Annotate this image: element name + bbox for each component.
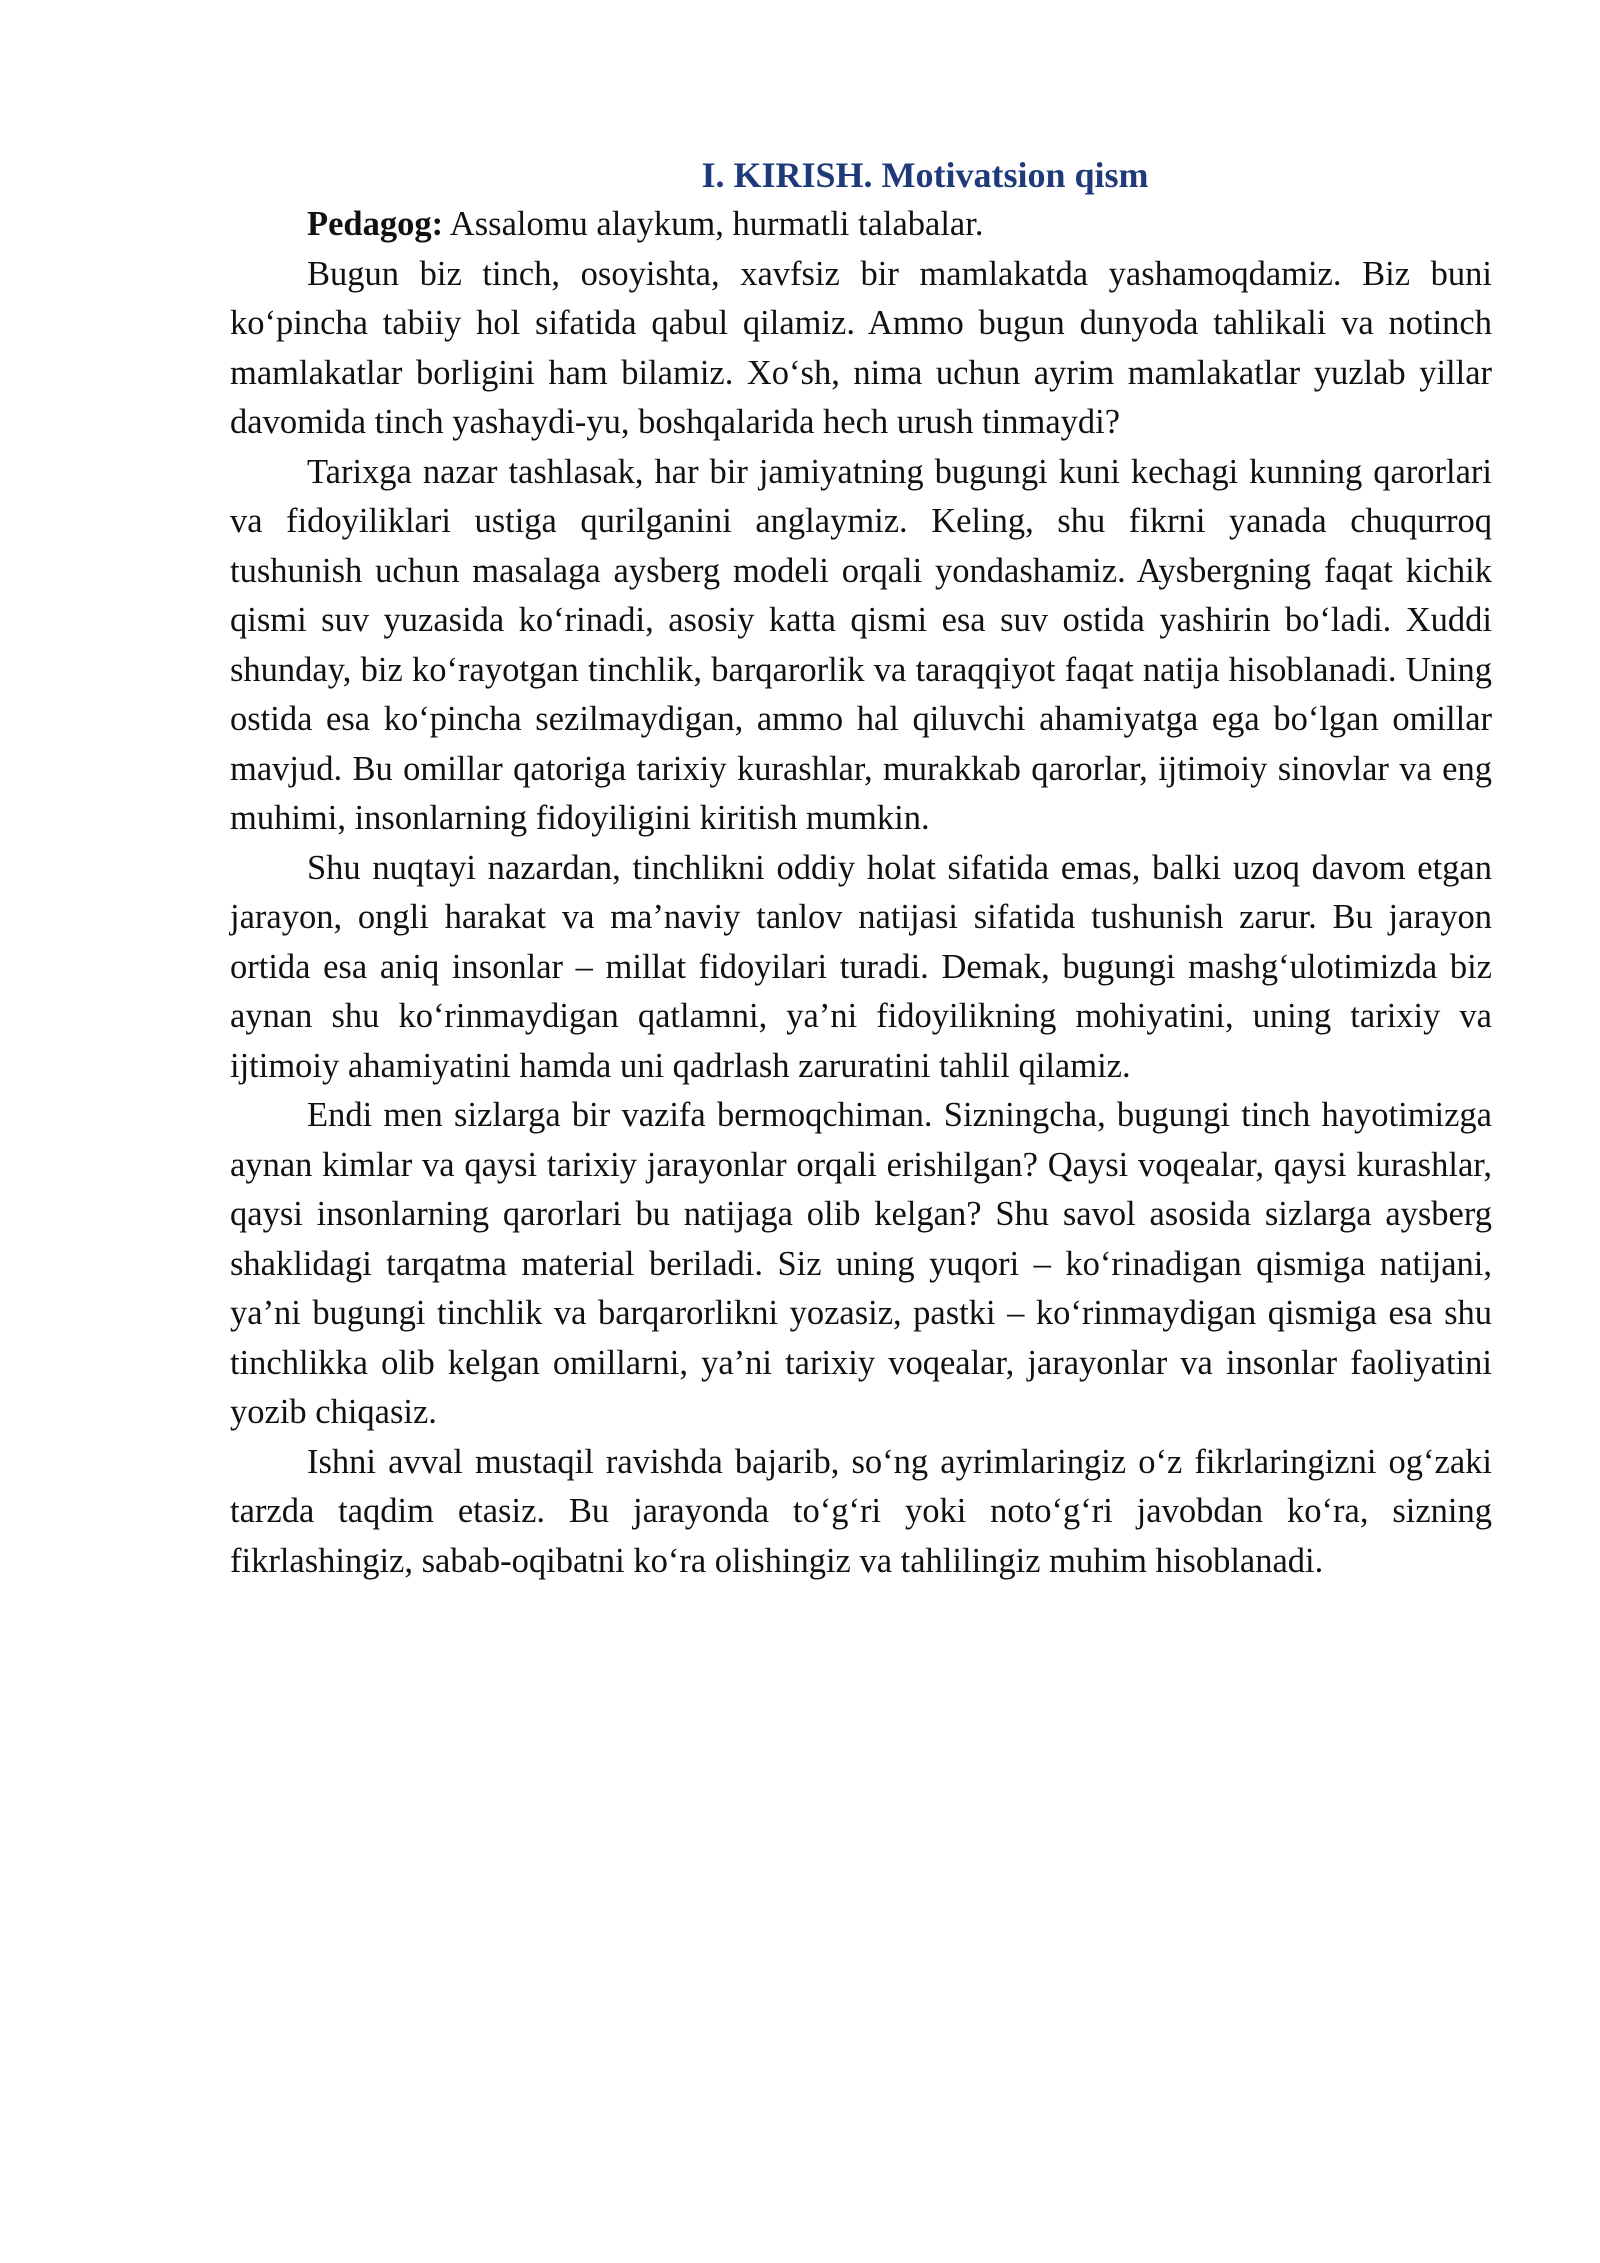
paragraph-3: Shu nuqtayi nazardan, tinchlikni oddiy holat sifatida emas, balki uzoq davom etgan jarayon, ongli harakat va ma’naviy tanlov natijasi sifatida tushunish zarur. Bu jarayon ortida esa aniq insonlar – millat fidoyilari turadi. Demak, bugungi mashg‘ulotimizda biz aynan shu ko‘rinmaydigan qatlamni, ya’ni fidoyilikning mohiyatini, uning tarixiy va ijtimoiy ahamiyatini hamda uni qadrlash zaruratini tahlil qilamiz. [230, 848, 1492, 1085]
paragraph-2: Tarixga nazar tashlasak, har bir jamiyatning bugungi kuni kechagi kunning qarorlari va fidoyiliklari ustiga qurilganini anglaymiz. Keling, shu fikrni yanada chuqurroq tushunish uchun masalaga aysberg modeli orqali yondashamiz. Aysbergning faqat kichik qismi suv yuzasida ko‘rinadi, asosiy katta qismi esa suv ostida yashirin bo‘ladi. Xuddi shunday, biz ko‘rayotgan tinchlik, barqarorlik va taraqqiyot faqat natija hisoblanadi. Uning ostida esa ko‘pincha sezilmaydigan, ammo hal qiluvchi ahamiyatga ega bo‘lgan omillar mavjud. Bu omillar qatoriga tarixiy kurashlar, murakkab qarorlar, ijtimoiy sinovlar va eng muhimi, insonlarning fidoyiligini kiritish mumkin. [230, 452, 1492, 837]
speaker-label: Pedagog: [307, 205, 444, 243]
document-page [230, 150, 1492, 1586]
greeting-paragraph [230, 200, 1492, 250]
paragraph-1: Bugun biz tinch, osoyishta, xavfsiz bir mamlakatda yashamoqdamiz. Biz buni ko‘pincha tabiiy hol sifatida qabul qilamiz. Ammo bugun dunyoda tahlikali va notinch mamlakatlar borligini ham bilamiz. Xo‘sh, nima uchun ayrim mamlakatlar yuzlab yillar davomida tinch yashaydi-yu, boshqalarida hech urush tinmaydi? [230, 254, 1492, 441]
greeting-text: Assalomu alaykum, hurmatli talabalar. [443, 205, 984, 243]
paragraph-4: Endi men sizlarga bir vazifa bermoqchiman. Sizningcha, bugungi tinch hayotimizga aynan kimlar va qaysi tarixiy jarayonlar orqali erishilgan? Qaysi voqealar, qaysi kurashlar, qaysi insonlarning qarorlari bu natijaga olib kelgan? Shu savol asosida sizlarga aysberg shaklidagi tarqatma material beriladi. Siz uning yuqori – ko‘rinadigan qismiga natijani, ya’ni bugungi tinchlik va barqarorlikni yozasiz, pastki – ko‘rinmaydigan qismiga esa shu tinchlikka olib kelgan omillarni, ya’ni tarixiy voqealar, jarayonlar va insonlar faoliyatini yozib chiqasiz. [230, 1096, 1492, 1431]
paragraph-5: Ishni avval mustaqil ravishda bajarib, so‘ng ayrimlaringiz o‘z fikrlaringizni og‘zaki tarzda taqdim etasiz. Bu jarayonda to‘g‘ri yoki noto‘g‘ri javobdan ko‘ra, sizning fikrlashingiz, sabab-oqibatni ko‘ra olishingiz va tahlilingiz muhim hisoblanadi. [230, 1442, 1492, 1580]
section-title: I. KIRISH. Motivatsion qism [701, 155, 1149, 195]
